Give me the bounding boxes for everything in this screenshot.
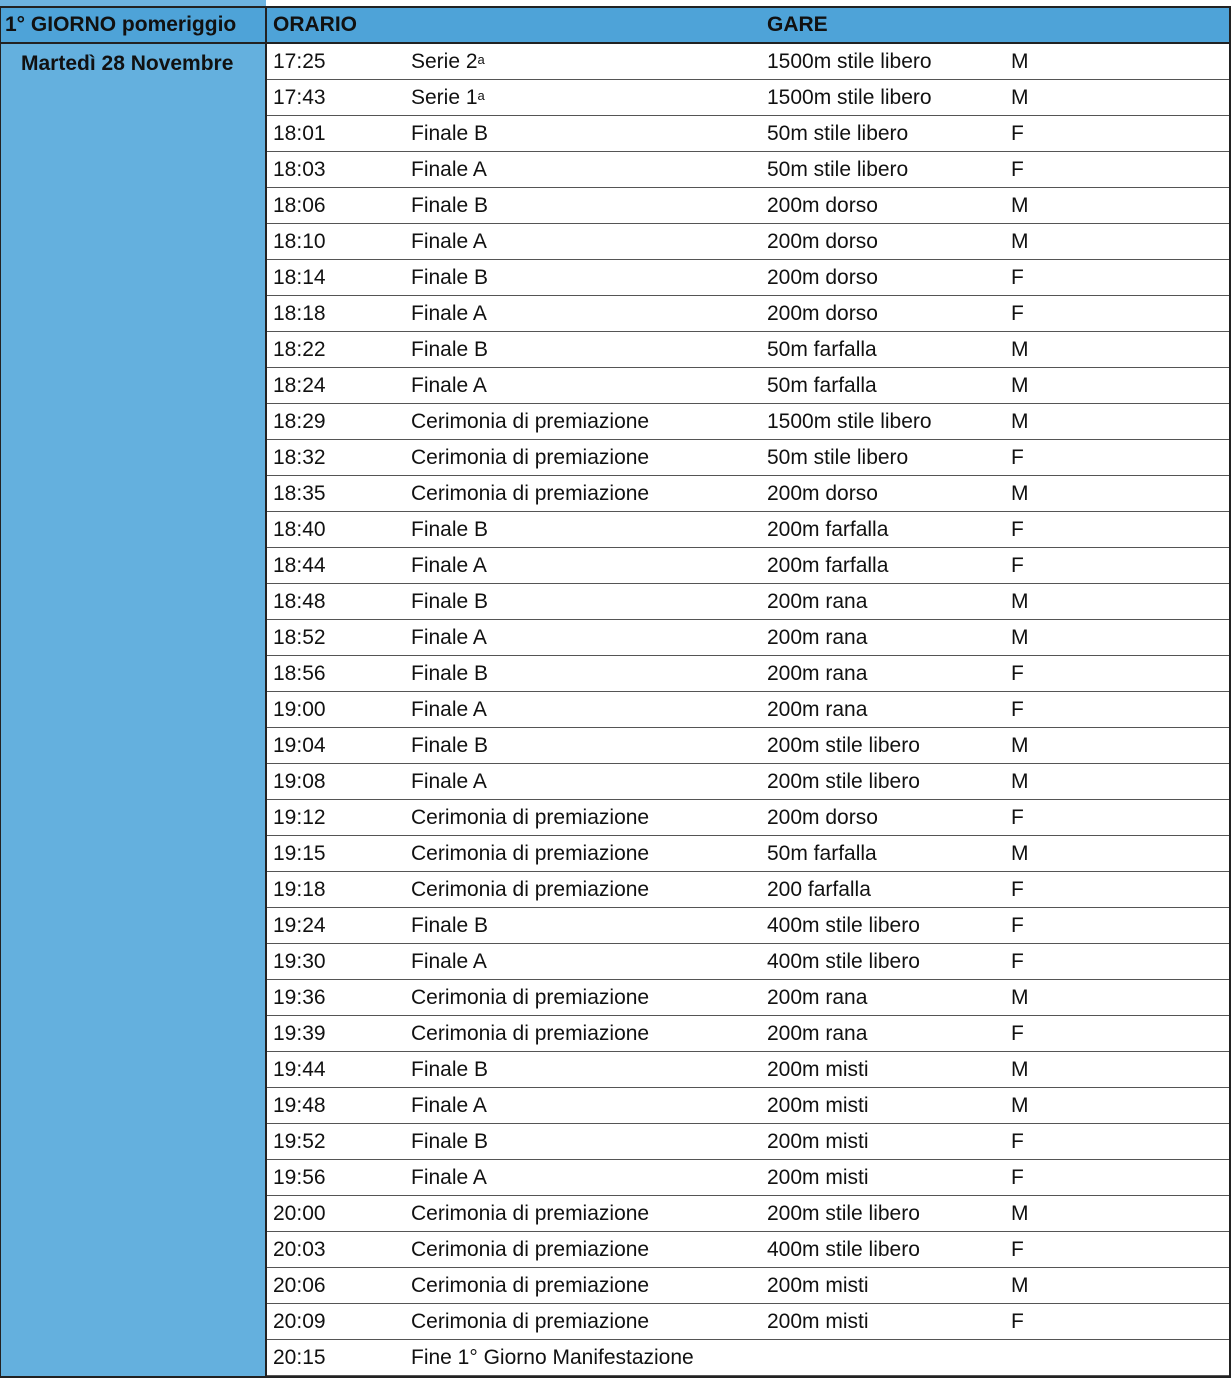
race-cell: 1500m stile libero xyxy=(767,50,932,73)
time-cell: 19:36 xyxy=(273,986,326,1009)
race-cell: 200m misti xyxy=(767,1094,869,1117)
event-text: Finale A xyxy=(411,1094,487,1117)
event-cell xyxy=(411,908,488,944)
race-cell: 200m rana xyxy=(767,590,868,613)
event-cell xyxy=(411,836,649,872)
race-cell: 200m rana xyxy=(767,698,868,721)
sex-cell: M xyxy=(1011,410,1029,433)
race-cell: 50m stile libero xyxy=(767,446,909,469)
race-cell: 200m stile libero xyxy=(767,770,920,793)
time-cell: 18:40 xyxy=(273,518,326,541)
table-row xyxy=(267,656,1229,692)
sex-cell: F xyxy=(1011,1166,1024,1189)
race-cell: 50m farfalla xyxy=(767,338,877,361)
event-cell xyxy=(411,800,649,836)
race-cell: 200m dorso xyxy=(767,482,878,505)
sex-cell: F xyxy=(1011,698,1024,721)
table-row xyxy=(267,764,1229,800)
event-cell xyxy=(411,1088,487,1124)
time-cell: 19:30 xyxy=(273,950,326,973)
sex-cell: F xyxy=(1011,158,1024,181)
event-cell xyxy=(411,1196,649,1232)
time-cell: 19:00 xyxy=(273,698,326,721)
race-cell: 200m dorso xyxy=(767,230,878,253)
table-row xyxy=(267,296,1229,332)
sex-cell: M xyxy=(1011,1058,1029,1081)
table-row xyxy=(267,728,1229,764)
time-cell: 19:12 xyxy=(273,806,326,829)
time-cell: 18:48 xyxy=(273,590,326,613)
sex-cell: F xyxy=(1011,662,1024,685)
event-text: Cerimonia di premiazione xyxy=(411,1022,650,1045)
event-text: Finale A xyxy=(411,302,487,325)
event-cell xyxy=(411,224,487,260)
time-cell: 19:52 xyxy=(273,1130,326,1153)
time-cell: 18:01 xyxy=(273,122,326,145)
time-cell: 18:52 xyxy=(273,626,326,649)
event-text: Finale A xyxy=(411,374,487,397)
time-cell: 19:44 xyxy=(273,1058,326,1081)
table-row xyxy=(267,116,1229,152)
event-cell xyxy=(411,188,488,224)
sex-cell: F xyxy=(1011,446,1024,469)
header-row xyxy=(1,6,1229,44)
event-cell xyxy=(411,980,649,1016)
table-row xyxy=(267,368,1229,404)
table-row xyxy=(267,404,1229,440)
event-text: Cerimonia di premiazione xyxy=(411,410,650,433)
table-row xyxy=(267,908,1229,944)
sex-cell: F xyxy=(1011,950,1024,973)
event-text: Finale B xyxy=(411,914,489,937)
event-text: Finale B xyxy=(411,662,489,685)
event-cell xyxy=(411,1124,488,1160)
event-text: Cerimonia di premiazione xyxy=(411,446,650,469)
event-cell xyxy=(411,656,488,692)
table-row xyxy=(267,692,1229,728)
time-cell: 19:48 xyxy=(273,1094,326,1117)
sex-cell: M xyxy=(1011,1094,1029,1117)
sex-cell: F xyxy=(1011,1130,1024,1153)
event-text: Finale B xyxy=(411,266,489,289)
time-cell: 18:56 xyxy=(273,662,326,685)
race-cell: 200m stile libero xyxy=(767,1202,920,1225)
table-row xyxy=(267,1160,1229,1196)
sex-cell: M xyxy=(1011,1274,1029,1297)
sex-cell: F xyxy=(1011,1310,1024,1333)
race-cell: 200m misti xyxy=(767,1166,869,1189)
sex-cell: M xyxy=(1011,482,1029,505)
time-cell: 18:18 xyxy=(273,302,326,325)
race-cell: 400m stile libero xyxy=(767,1238,920,1261)
table-row xyxy=(267,800,1229,836)
event-cell xyxy=(411,80,485,116)
table-row xyxy=(267,1304,1229,1340)
gare-header: GARE xyxy=(767,13,828,36)
time-cell: 17:25 xyxy=(273,50,326,73)
time-cell: 20:03 xyxy=(273,1238,326,1261)
time-cell: 20:09 xyxy=(273,1310,326,1333)
sex-cell: F xyxy=(1011,878,1024,901)
event-cell xyxy=(411,692,487,728)
header-divider xyxy=(265,8,267,42)
table-row xyxy=(267,1052,1229,1088)
table-row xyxy=(267,944,1229,980)
event-cell xyxy=(411,944,487,980)
event-text: Cerimonia di premiazione xyxy=(411,1238,650,1261)
sex-cell: M xyxy=(1011,590,1029,613)
time-cell: 18:44 xyxy=(273,554,326,577)
race-cell: 200 farfalla xyxy=(767,878,871,901)
race-cell: 200m dorso xyxy=(767,266,878,289)
event-text: Fine 1° Giorno Manifestazione xyxy=(411,1346,694,1369)
event-cell xyxy=(411,764,487,800)
race-cell: 200m misti xyxy=(767,1310,869,1333)
event-text: Finale B xyxy=(411,122,489,145)
race-cell: 200m rana xyxy=(767,626,868,649)
day-label: 1° GIORNO pomeriggio xyxy=(5,13,237,36)
race-cell: 50m stile libero xyxy=(767,122,909,145)
time-cell: 17:43 xyxy=(273,86,326,109)
race-cell: 200m rana xyxy=(767,662,868,685)
sex-cell: F xyxy=(1011,518,1024,541)
time-cell: 18:29 xyxy=(273,410,326,433)
sex-cell: M xyxy=(1011,1202,1029,1225)
event-text: Cerimonia di premiazione xyxy=(411,1310,650,1333)
table-row xyxy=(267,1124,1229,1160)
race-cell: 50m farfalla xyxy=(767,374,877,397)
event-text: Cerimonia di premiazione xyxy=(411,482,650,505)
time-cell: 19:39 xyxy=(273,1022,326,1045)
table-row xyxy=(267,512,1229,548)
sex-cell: M xyxy=(1011,986,1029,1009)
event-text: Finale B xyxy=(411,1058,489,1081)
time-cell: 20:06 xyxy=(273,1274,326,1297)
race-cell: 200m dorso xyxy=(767,302,878,325)
race-cell: 200m misti xyxy=(767,1274,869,1297)
race-cell: 400m stile libero xyxy=(767,914,920,937)
table-row xyxy=(267,1196,1229,1232)
sex-cell: M xyxy=(1011,626,1029,649)
event-cell xyxy=(411,1052,488,1088)
event-cell xyxy=(411,1304,649,1340)
race-cell: 200m rana xyxy=(767,986,868,1009)
table-row xyxy=(267,440,1229,476)
table-row xyxy=(267,1088,1229,1124)
table-row xyxy=(267,620,1229,656)
race-cell: 50m farfalla xyxy=(767,842,877,865)
sex-cell: F xyxy=(1011,914,1024,937)
event-text: Serie 2 xyxy=(411,50,478,73)
race-cell: 200m rana xyxy=(767,1022,868,1045)
event-text: Finale B xyxy=(411,338,489,361)
time-cell: 18:03 xyxy=(273,158,326,181)
event-text: Cerimonia di premiazione xyxy=(411,1274,650,1297)
event-text: Finale A xyxy=(411,770,487,793)
time-cell: 18:06 xyxy=(273,194,326,217)
ordinal-superscript: a xyxy=(477,52,485,67)
event-cell xyxy=(411,440,649,476)
event-text: Finale A xyxy=(411,158,487,181)
event-cell xyxy=(411,1268,649,1304)
table-row xyxy=(267,872,1229,908)
race-cell: 200m dorso xyxy=(767,194,878,217)
sex-cell: M xyxy=(1011,50,1029,73)
race-cell: 200m dorso xyxy=(767,806,878,829)
event-cell xyxy=(411,1160,487,1196)
event-cell xyxy=(411,368,487,404)
event-text: Serie 1 xyxy=(411,86,478,109)
time-cell: 20:00 xyxy=(273,1202,326,1225)
table-row xyxy=(267,80,1229,116)
table-row xyxy=(267,332,1229,368)
event-cell xyxy=(411,872,649,908)
table-row xyxy=(267,836,1229,872)
race-cell: 200m misti xyxy=(767,1058,869,1081)
date-label: Martedì 28 Novembre xyxy=(21,52,234,75)
table-row xyxy=(267,980,1229,1016)
event-cell xyxy=(411,548,487,584)
event-cell xyxy=(411,296,487,332)
event-cell xyxy=(411,476,649,512)
time-cell: 18:24 xyxy=(273,374,326,397)
sex-cell: F xyxy=(1011,1238,1024,1261)
sex-cell: M xyxy=(1011,842,1029,865)
time-cell: 19:04 xyxy=(273,734,326,757)
race-cell: 200m misti xyxy=(767,1130,869,1153)
time-cell: 19:15 xyxy=(273,842,326,865)
event-cell xyxy=(411,260,488,296)
race-cell: 200m stile libero xyxy=(767,734,920,757)
ordinal-superscript: a xyxy=(477,88,485,103)
event-text: Cerimonia di premiazione xyxy=(411,986,650,1009)
event-cell xyxy=(411,404,649,440)
time-cell: 18:22 xyxy=(273,338,326,361)
event-cell xyxy=(411,1232,649,1268)
sex-cell: F xyxy=(1011,806,1024,829)
time-cell: 19:24 xyxy=(273,914,326,937)
sex-cell: F xyxy=(1011,1022,1024,1045)
race-cell: 50m stile libero xyxy=(767,158,909,181)
sex-cell: M xyxy=(1011,86,1029,109)
event-text: Cerimonia di premiazione xyxy=(411,1202,650,1225)
table-row xyxy=(267,1016,1229,1052)
event-text: Finale A xyxy=(411,950,487,973)
event-text: Finale A xyxy=(411,698,487,721)
event-text: Finale A xyxy=(411,1166,487,1189)
event-text: Cerimonia di premiazione xyxy=(411,878,650,901)
event-cell xyxy=(411,116,488,152)
time-cell: 19:18 xyxy=(273,878,326,901)
table-row xyxy=(267,1340,1229,1376)
sex-cell: M xyxy=(1011,770,1029,793)
table-row xyxy=(267,152,1229,188)
time-cell: 18:10 xyxy=(273,230,326,253)
event-text: Cerimonia di premiazione xyxy=(411,806,650,829)
time-cell: 18:35 xyxy=(273,482,326,505)
event-text: Finale B xyxy=(411,590,489,613)
event-cell xyxy=(411,1340,694,1376)
time-cell: 19:08 xyxy=(273,770,326,793)
event-text: Finale B xyxy=(411,518,489,541)
race-cell: 200m farfalla xyxy=(767,518,889,541)
race-cell: 200m farfalla xyxy=(767,554,889,577)
table-row xyxy=(267,548,1229,584)
event-cell xyxy=(411,584,488,620)
sex-cell: M xyxy=(1011,338,1029,361)
time-cell: 20:15 xyxy=(273,1346,326,1369)
table-row xyxy=(267,476,1229,512)
sex-cell: M xyxy=(1011,194,1029,217)
schedule-sheet xyxy=(0,6,1231,1378)
event-cell xyxy=(411,152,487,188)
event-text: Finale A xyxy=(411,230,487,253)
race-cell: 1500m stile libero xyxy=(767,86,932,109)
event-text: Cerimonia di premiazione xyxy=(411,842,650,865)
event-cell xyxy=(411,728,488,764)
sex-cell: F xyxy=(1011,122,1024,145)
sex-cell: F xyxy=(1011,302,1024,325)
table-row xyxy=(267,260,1229,296)
table-row xyxy=(267,224,1229,260)
event-text: Finale B xyxy=(411,1130,489,1153)
sex-cell: F xyxy=(1011,266,1024,289)
event-text: Finale B xyxy=(411,194,489,217)
event-cell xyxy=(411,512,488,548)
table-row xyxy=(267,188,1229,224)
date-column xyxy=(1,44,267,1376)
event-text: Finale A xyxy=(411,554,487,577)
table-row xyxy=(267,44,1229,80)
event-text: Finale B xyxy=(411,734,489,757)
sex-cell: M xyxy=(1011,230,1029,253)
event-cell xyxy=(411,44,485,80)
sex-cell: M xyxy=(1011,374,1029,397)
time-cell: 19:56 xyxy=(273,1166,326,1189)
time-cell: 18:14 xyxy=(273,266,326,289)
race-cell: 400m stile libero xyxy=(767,950,920,973)
table-row xyxy=(267,1232,1229,1268)
table-row xyxy=(267,584,1229,620)
sex-cell: M xyxy=(1011,734,1029,757)
event-cell xyxy=(411,1016,649,1052)
event-text: Finale A xyxy=(411,626,487,649)
event-cell xyxy=(411,620,487,656)
time-cell: 18:32 xyxy=(273,446,326,469)
sex-cell: F xyxy=(1011,554,1024,577)
table-row xyxy=(267,1268,1229,1304)
event-cell xyxy=(411,332,488,368)
orario-header: ORARIO xyxy=(273,13,357,36)
race-cell: 1500m stile libero xyxy=(767,410,932,433)
